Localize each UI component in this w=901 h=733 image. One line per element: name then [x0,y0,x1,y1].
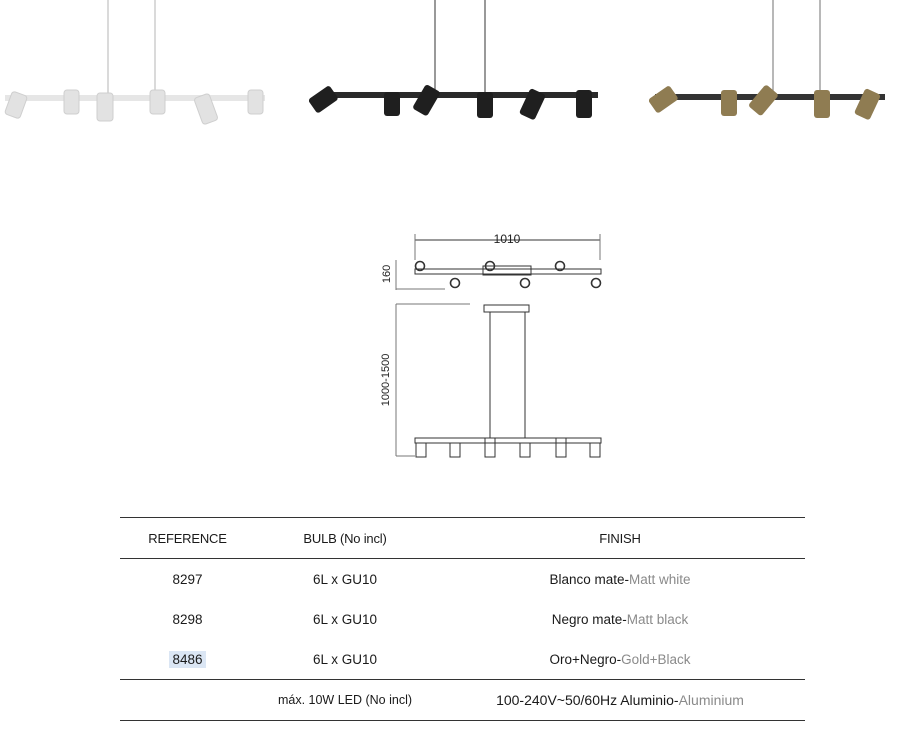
table-footer-row [120,680,805,721]
row-reference: 8297 [172,571,203,587]
row-bulb: 6L x GU10 [312,611,378,627]
dimension-width-label: 1010 [493,232,521,246]
technical-drawing [360,220,620,465]
finish-en: Matt black [626,611,689,627]
finish-es: Blanco mate- [549,571,629,587]
finish-en: Gold+Black [621,651,691,667]
row-reference [120,639,255,680]
dimension-height-label: 160 [381,264,393,284]
row-bulb: 6L x GU10 [312,571,378,587]
table-row [120,639,805,680]
footer-spec-main: 100-240V~50/60Hz Aluminio- [496,692,679,708]
finish-es: Negro mate- [551,611,627,627]
footer-empty [120,680,255,721]
product-photo-gold-black [605,0,901,150]
spec-table [120,517,805,721]
row-finish [435,599,805,639]
highlighted-reference[interactable]: 8486 [169,651,205,668]
row-finish [435,559,805,600]
header-finish: FINISH [435,518,805,559]
finish-es: Oro+Negro- [549,651,622,667]
table-row [120,559,805,600]
row-finish [435,639,805,680]
row-reference: 8298 [172,611,203,627]
footer-bulb-note: máx. 10W LED (No incl) [255,680,435,721]
footer-spec-en: Aluminium [678,692,744,708]
dimension-drop-label: 1000-1500 [380,353,392,407]
product-photo-black [300,0,605,150]
product-photo-white [0,0,300,150]
footer-spec [435,680,805,721]
table-header-row [120,518,805,559]
row-bulb: 6L x GU10 [312,651,378,667]
table-row [120,599,805,639]
header-reference: REFERENCE [120,518,255,559]
header-bulb: BULB (No incl) [255,518,435,559]
finish-en: Matt white [629,571,691,587]
